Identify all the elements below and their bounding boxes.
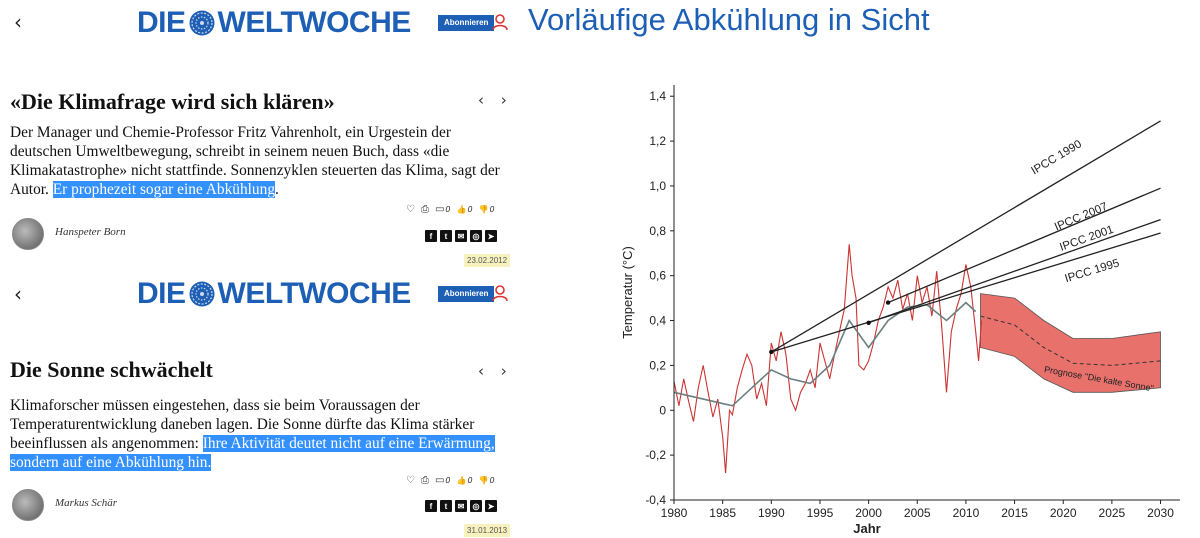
projection-label-2: IPCC 2001 (1058, 223, 1116, 254)
x-tick-label-3: 1995 (806, 506, 834, 520)
y-tick-label-1: -0,2 (645, 448, 666, 463)
x-tick-label-2: 1990 (757, 506, 785, 520)
x-tick-label-1: 1985 (709, 506, 737, 520)
y-tick-label-4: 0,4 (649, 313, 666, 328)
projection-start-marker-2 (886, 300, 890, 304)
user-account-icon[interactable] (491, 13, 509, 31)
temperature-raw-series (674, 244, 982, 473)
article1-title[interactable]: «Die Klimafrage wird sich klären» (10, 89, 335, 114)
twitter-icon[interactable]: t (440, 230, 452, 242)
print-icon-2[interactable]: ⎙ (420, 475, 429, 486)
subscribe-button-2[interactable]: Abonnieren (438, 286, 494, 302)
thumbs-up-icon[interactable]: 👍 0 (456, 205, 473, 214)
comment-icon-2[interactable]: ▭ 0 (434, 475, 451, 486)
article1-date: 23.02.2012 (464, 254, 510, 267)
x-tick-label-4: 2000 (855, 506, 882, 520)
article1-body (10, 123, 510, 199)
x-tick-label-10: 2030 (1147, 506, 1174, 520)
forecast-label: Prognose "Die kalte Sonne" (1043, 364, 1155, 394)
article2-author[interactable]: Markus Schär (55, 497, 118, 509)
heart-icon-2[interactable]: ♡ (406, 475, 415, 486)
y-tick-label-5: 0,6 (649, 268, 666, 283)
y-tick-label-0: -0,4 (645, 493, 666, 507)
user-account-icon-2[interactable] (491, 284, 509, 302)
projection-start-marker-1 (866, 321, 870, 325)
temperature-smoothed-series (674, 303, 976, 406)
y-tick-label-3: 0,2 (649, 358, 666, 373)
article1-share-bar (425, 230, 497, 242)
projection-label-0: IPCC 1990 (1029, 138, 1084, 178)
weltwoche-logo-2[interactable] (137, 277, 411, 311)
article2-share-bar (425, 500, 497, 512)
thumbs-down-icon[interactable]: 👎 0 (478, 205, 495, 214)
y-axis-label: Temperatur (°C) (620, 246, 635, 339)
logo-text-left: DIE (137, 6, 186, 39)
heart-icon[interactable]: ♡ (406, 204, 415, 215)
author-avatar[interactable] (12, 218, 44, 250)
projection-label-1: IPCC 2007 (1052, 200, 1110, 234)
article1-body-text: Der Manager und Chemie-Professor Fritz Vahrenholt, ein Urgestein der deutschen Umweltbewegung, schreibt in seinem neuen Buch, dass «die Klimakatastrophe» nicht stattfinde. Sonnenzyklen steuerten das Klima, sagt der Autor. (10, 124, 500, 198)
facebook-icon[interactable]: f (425, 230, 437, 242)
y-tick-label-7: 1,0 (649, 178, 666, 193)
x-tick-label-0: 1980 (660, 506, 688, 520)
thumbs-down-icon-2[interactable]: 👎 0 (478, 476, 495, 485)
y-tick-label-9: 1,4 (649, 89, 666, 104)
telegram-icon[interactable]: ➤ (485, 230, 497, 242)
article2-body-text: Klimaforscher müssen eingestehen, dass sie beim Voraussagen der Temperaturentwicklung daneben lagen. Die Sonne dürfte das Klima stärker beeinflussen als angenommen: (10, 397, 475, 452)
y-tick-label-8: 1,2 (649, 134, 666, 149)
article2-body-highlight: Ihre Aktivität deutet nicht auf eine Erwärmung, sondern auf eine Abkühlung hin. (10, 435, 495, 471)
x-axis-label: Jahr (853, 521, 881, 535)
back-arrow-icon[interactable]: ‹ (14, 10, 22, 34)
article2-date: 31.01.2013 (464, 524, 510, 537)
article2-meta-bar (406, 475, 495, 486)
whatsapp-icon[interactable]: ◎ (470, 230, 482, 242)
x-tick-label-5: 2005 (903, 506, 931, 520)
email-icon-2[interactable]: ✉ (455, 500, 467, 512)
article1-body-tail: . (275, 181, 279, 198)
projection-line-3 (771, 233, 1160, 352)
thumbs-up-icon-2[interactable]: 👍 0 (456, 476, 473, 485)
subscribe-button[interactable]: Abonnieren (438, 15, 494, 31)
email-icon[interactable]: ✉ (455, 230, 467, 242)
page-headline: Vorläufige Abkühlung in Sicht (528, 2, 930, 37)
y-tick-label-2: 0 (659, 403, 666, 418)
article1-nav-arrows-icon[interactable]: ‹ › (478, 91, 513, 109)
x-tick-label-7: 2015 (1001, 506, 1028, 520)
logo-text-right-2: WELTWOCHE (217, 277, 411, 310)
weltwoche-logo[interactable] (137, 6, 411, 40)
x-tick-label-6: 2010 (952, 506, 980, 520)
article1-body-highlight: Er prophezeit sogar eine Abkühlung (52, 181, 276, 198)
projection-label-3: IPCC 1995 (1063, 257, 1121, 286)
article2-body (10, 396, 510, 472)
twitter-icon-2[interactable]: t (440, 500, 452, 512)
projection-start-marker-0 (769, 350, 773, 354)
facebook-icon-2[interactable]: f (425, 500, 437, 512)
globe-logo-icon-2 (188, 280, 216, 308)
print-icon[interactable]: ⎙ (420, 204, 429, 215)
x-tick-label-9: 2025 (1098, 506, 1126, 520)
author-avatar-2[interactable] (12, 489, 44, 521)
whatsapp-icon-2[interactable]: ◎ (470, 500, 482, 512)
article2-nav-arrows-icon[interactable]: ‹ › (478, 362, 513, 380)
logo-text-right: WELTWOCHE (217, 6, 411, 39)
comment-icon[interactable]: ▭ 0 (434, 204, 451, 215)
article2-title[interactable]: Die Sonne schwächelt (10, 357, 213, 382)
article1-meta-bar (406, 204, 495, 215)
globe-logo-icon (188, 9, 216, 37)
back-arrow-icon-2[interactable]: ‹ (14, 282, 22, 306)
logo-text-left-2: DIE (137, 277, 186, 310)
article1-author[interactable]: Hanspeter Born (55, 226, 126, 238)
y-tick-label-6: 0,8 (649, 223, 666, 238)
temperature-chart (610, 80, 1195, 535)
x-tick-label-8: 2020 (1049, 506, 1077, 520)
telegram-icon-2[interactable]: ➤ (485, 500, 497, 512)
